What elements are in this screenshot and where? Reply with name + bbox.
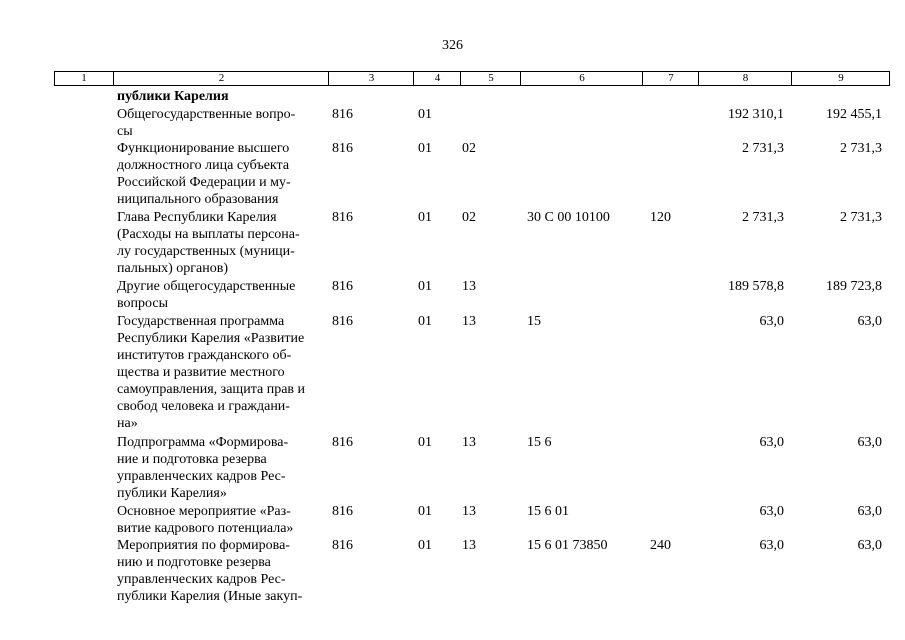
column-header-8: 8 (698, 72, 792, 85)
row-cell-col3: 816 (332, 504, 353, 519)
row-cell-col9: 189 723,8 (826, 279, 882, 294)
row-cell-col4: 01 (418, 504, 432, 519)
row-cell-col4: 01 (418, 210, 432, 225)
row-cell-col9: 63,0 (857, 314, 882, 329)
row-name-line: управленческих кадров Рес- (117, 469, 286, 484)
row-name-line: Республики Карелия «Развитие (117, 331, 305, 346)
row-name-line: должностного лица субъекта (117, 158, 290, 173)
row-cell-col3: 816 (332, 279, 353, 294)
row-cell-col5: 02 (462, 141, 476, 156)
row-name-line: публики Карелия» (117, 486, 227, 501)
row-cell-col8: 63,0 (759, 314, 784, 329)
row-cell-col4: 01 (418, 279, 432, 294)
row-name-line: витие кадрового потенциала» (117, 521, 294, 536)
row-cell-col8: 63,0 (759, 504, 784, 519)
row-name-line: публики Карелия (Иные закуп- (117, 589, 303, 604)
row-cell-col9: 2 731,3 (840, 210, 882, 225)
row-cell-col4: 01 (418, 435, 432, 450)
row-name-cell (117, 537, 327, 605)
row-cell-col3: 816 (332, 210, 353, 225)
column-header-6: 6 (520, 72, 643, 85)
row-name-line: лу государственных (муници- (117, 244, 295, 259)
column-header-2: 2 (113, 72, 329, 85)
column-header-row (54, 71, 890, 86)
row-cell-col8: 189 578,8 (728, 279, 784, 294)
row-cell-col4: 01 (418, 141, 432, 156)
row-name-cell (117, 209, 327, 277)
row-cell-col3: 816 (332, 107, 353, 122)
row-cell-col5: 13 (462, 314, 476, 329)
row-name-line: институтов гражданского об- (117, 348, 292, 363)
row-name-line: Государственная программа (117, 314, 285, 329)
row-name-line: вопросы (117, 296, 168, 311)
row-cell-col4: 01 (418, 538, 432, 553)
row-cell-col8: 63,0 (759, 538, 784, 553)
row-cell-col8: 63,0 (759, 435, 784, 450)
row-cell-col9: 63,0 (857, 504, 882, 519)
row-name-line: щества и развитие местного (117, 365, 285, 380)
column-header-9: 9 (791, 72, 890, 85)
row-cell-col9: 192 455,1 (826, 107, 882, 122)
row-cell-col6: 15 6 01 73850 (527, 538, 608, 553)
row-name-line: пальных) органов) (117, 261, 228, 276)
row-cell-col3: 816 (332, 538, 353, 553)
row-name-line: Мероприятия по формирова- (117, 538, 290, 553)
row-cell-col7: 120 (650, 210, 671, 225)
column-header-7: 7 (642, 72, 699, 85)
row-name-line: нию и подготовке резерва (117, 555, 271, 570)
row-name-line: на» (117, 416, 138, 431)
row-name-line: ниципального образования (117, 192, 279, 207)
row-cell-col5: 13 (462, 538, 476, 553)
column-header-1: 1 (81, 72, 87, 84)
row-name-line: Другие общегосударственные (117, 279, 296, 294)
row-cell-col5: 13 (462, 504, 476, 519)
row-name-line: самоуправления, защита прав и (117, 382, 306, 397)
row-cell-col6: 30 С 00 10100 (527, 210, 610, 225)
row-cell-col4: 01 (418, 314, 432, 329)
row-cell-col8: 2 731,3 (742, 141, 784, 156)
row-cell-col3: 816 (332, 141, 353, 156)
row-name-cell (117, 313, 327, 432)
row-name-line: (Расходы на выплаты персона- (117, 227, 300, 242)
row-name-line: ние и подготовка резерва (117, 452, 267, 467)
row-name-line: Общегосударственные вопро- (117, 107, 296, 122)
row-cell-col9: 63,0 (857, 435, 882, 450)
row-cell-col5: 13 (462, 435, 476, 450)
row-cell-col3: 816 (332, 435, 353, 450)
row-cell-col8: 2 731,3 (742, 210, 784, 225)
row-name-cell (117, 140, 327, 208)
column-header-3: 3 (328, 72, 414, 85)
page-number: 326 (442, 38, 463, 53)
row-cell-col6: 15 (527, 314, 541, 329)
row-cell-col6: 15 6 01 (527, 504, 569, 519)
row-cell-col7: 240 (650, 538, 671, 553)
row-name-line: Российской Федерации и му- (117, 175, 291, 190)
row-name-line: Глава Республики Карелия (117, 210, 277, 225)
row-cell-col3: 816 (332, 314, 353, 329)
row-name-line: Подпрограмма «Формирова- (117, 435, 289, 450)
row-name-line: сы (117, 124, 133, 139)
row-name-line: свобод человека и граждани- (117, 399, 290, 414)
row-cell-col9: 63,0 (857, 538, 882, 553)
row-name-cell (117, 278, 327, 312)
row-name-line: публики Карелия (117, 89, 229, 104)
row-name-line: Функционирование высшего (117, 141, 290, 156)
column-header-4: 4 (413, 72, 461, 85)
row-cell-col9: 2 731,3 (840, 141, 882, 156)
row-cell-col8: 192 310,1 (728, 107, 784, 122)
row-name-line: Основное мероприятие «Раз- (117, 504, 291, 519)
row-name-cell (117, 503, 327, 537)
row-name-line: управленческих кадров Рес- (117, 572, 286, 587)
row-cell-col5: 13 (462, 279, 476, 294)
row-name-cell (117, 88, 327, 105)
row-cell-col4: 01 (418, 107, 432, 122)
row-name-cell (117, 106, 327, 140)
row-cell-col6: 15 6 (527, 435, 552, 450)
column-header-5: 5 (460, 72, 521, 85)
row-cell-col5: 02 (462, 210, 476, 225)
row-name-cell (117, 434, 327, 502)
